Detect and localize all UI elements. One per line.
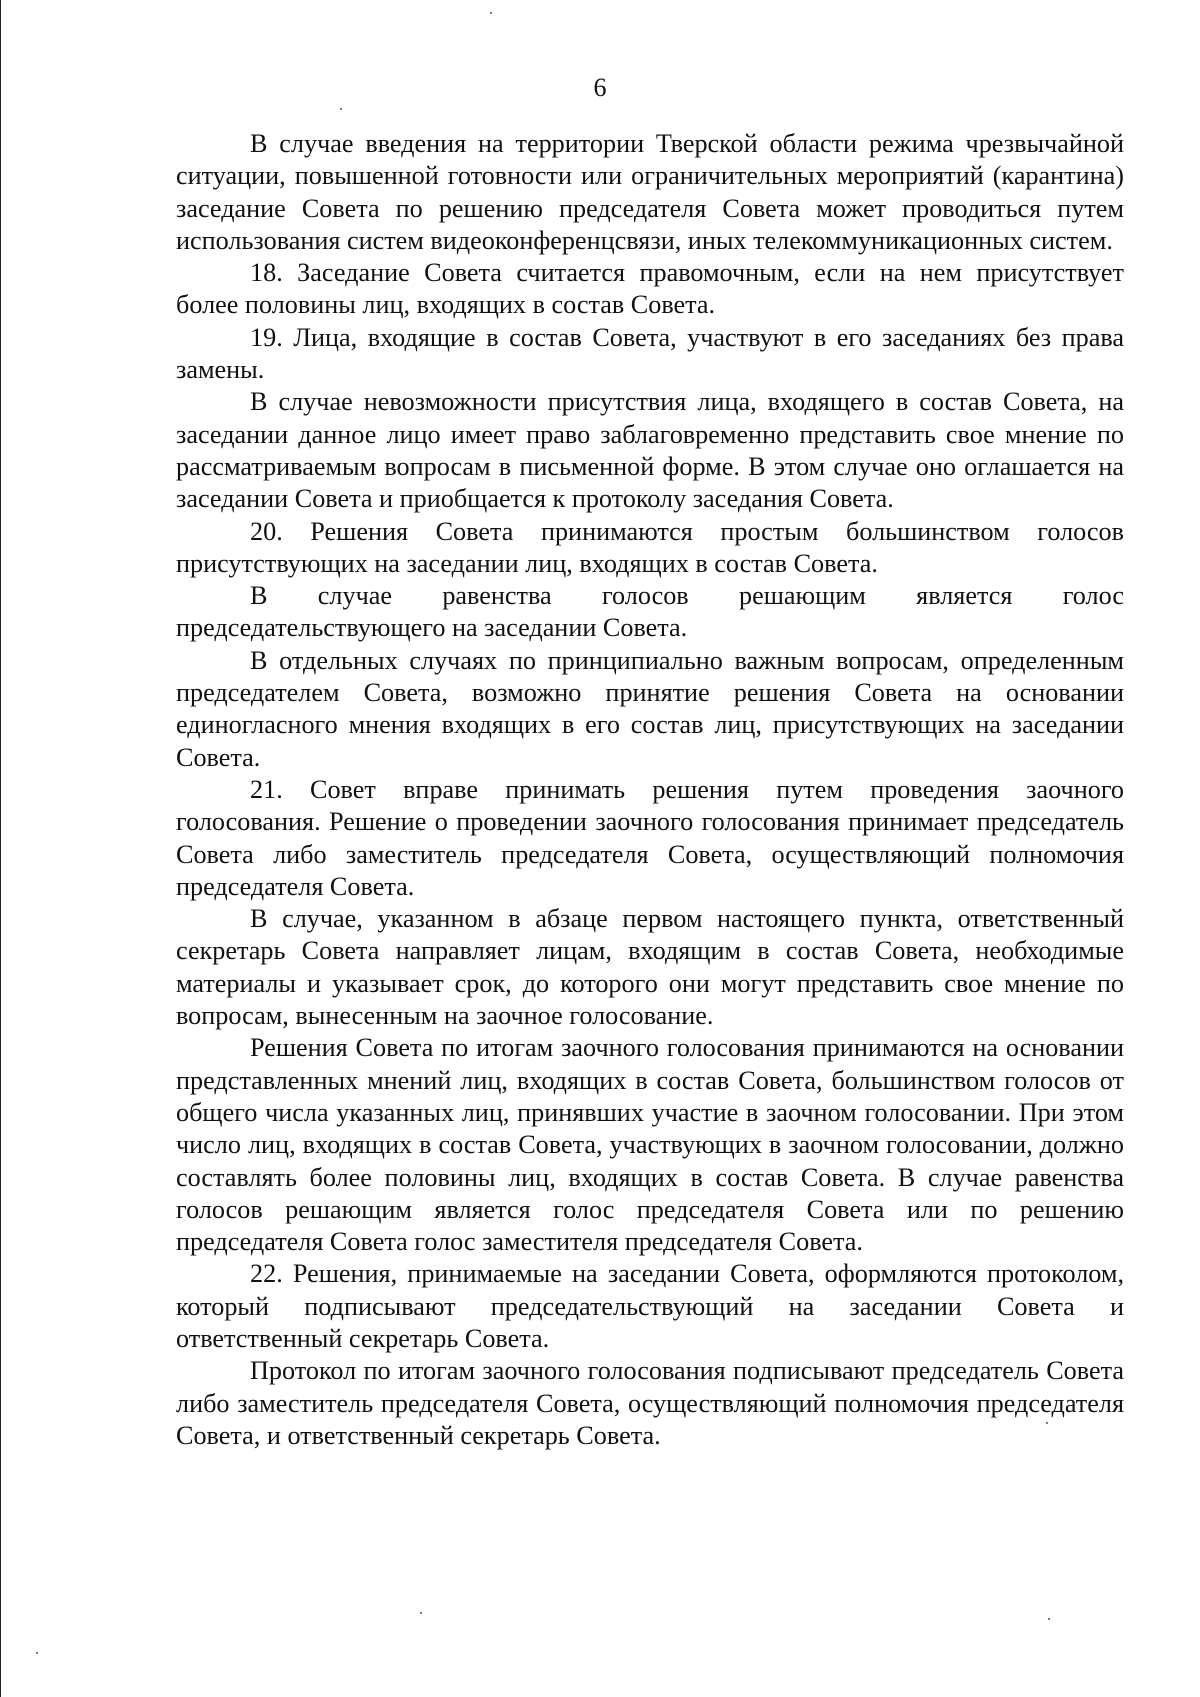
paragraph: Решения Совета по итогам заочного голосования принимаются на основании представленных мнений лиц, входящих в состав Совета, большинством голосов от общего числа указанных лиц, принявших участие в заочном голосовании. При этом число лиц, входящих в состав Совета, участвующих в заочном голосовании, должно составлять более половины лиц, входящих в состав Совета. В случае равенства голосов решающим является голос председателя Совета или по решению председателя Совета голос заместителя председателя Совета. xyxy=(176,1033,1124,1257)
paragraph: В отдельных случаях по принципиально важным вопросам, определенным председателем Совета, возможно принятие решения Совета на основании единогласного мнения входящих в его состав лиц, присутствующих на заседании Совета. xyxy=(176,645,1124,772)
paragraph: 18. Заседание Совета считается правомочным, если на нем присутствует более половины лиц, входящих в состав Совета. xyxy=(176,258,1124,320)
scan-speck xyxy=(1048,1618,1050,1620)
scan-speck xyxy=(420,1612,422,1614)
scan-speck xyxy=(340,108,342,110)
paragraph: 22. Решения, принимаемые на заседании Совета, оформляются протоколом, который подписывают председательствующий на заседании Совета и ответственный секретарь Совета. xyxy=(176,1259,1124,1353)
paragraph: 19. Лица, входящие в состав Совета, участвуют в его заседаниях без права замены. xyxy=(176,322,1124,385)
document-body xyxy=(176,128,1124,1452)
paragraph: В случае равенства голосов решающим является голос председательствующего на заседании Совета. xyxy=(176,581,1124,643)
scan-speck xyxy=(490,12,492,14)
paragraph: В случае введения на территории Тверской области режима чрезвычайной ситуации, повышенной готовности или ограничительных мероприятий (карантина) заседание Совета по решению председателя Совета может проводиться путем использования систем видеоконференцсвязи, иных телекоммуникационных систем. xyxy=(176,129,1124,255)
scan-speck xyxy=(36,1652,38,1654)
page-number: 6 xyxy=(593,73,607,102)
paragraph: 21. Совет вправе принимать решения путем проведения заочного голосования. Решение о проведении заочного голосования принимает председатель Совета либо заместитель председателя Совета, осуществляющий полномочия председателя Совета. xyxy=(176,774,1124,901)
paragraph: 20. Решения Совета принимаются простым большинством голосов присутствующих на заседании лиц, входящих в состав Совета. xyxy=(176,516,1124,578)
paragraph: Протокол по итогам заочного голосования подписывают председатель Совета либо заместитель председателя Совета, осуществляющий полномочия председателя Совета, и ответственный секретарь Совета. xyxy=(176,1356,1124,1450)
paragraph: В случае, указанном в абзаце первом настоящего пункта, ответственный секретарь Совета направляет лицам, входящим в состав Совета, необходимые материалы и указывает срок, до которого они могут представить свое мнение по вопросам, вынесенным на заочное голосование. xyxy=(176,904,1124,1031)
paragraph: В случае невозможности присутствия лица, входящего в состав Совета, на заседании данное лицо имеет право заблаговременно представить свое мнение по рассматриваемым вопросам в письменной форме. В этом случае оно оглашается на заседании Совета и приобщается к протоколу заседания Совета. xyxy=(176,387,1124,514)
scan-edge-line xyxy=(0,0,1,1697)
